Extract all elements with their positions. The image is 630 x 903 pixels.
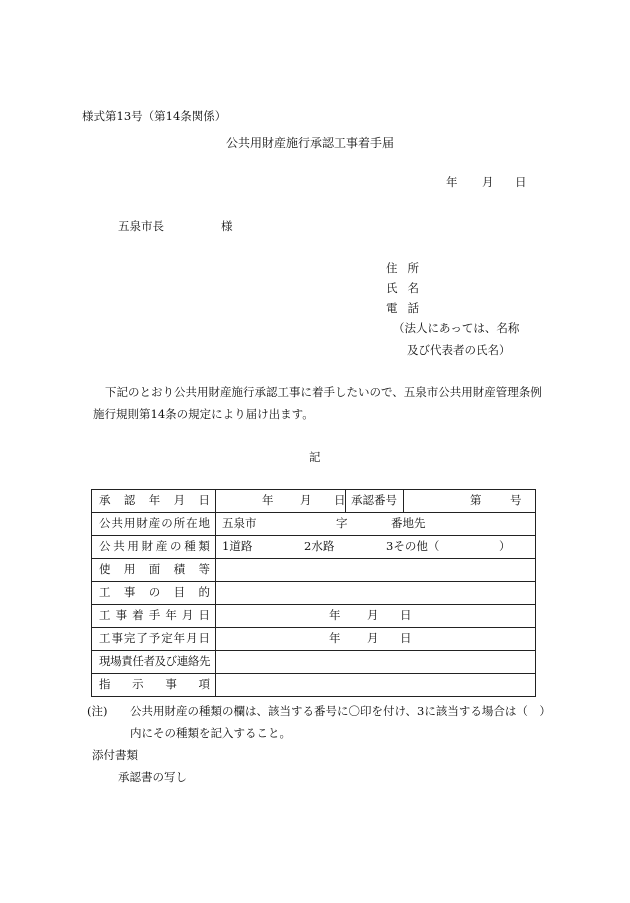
work-purpose-field[interactable] (216, 582, 536, 605)
usage-area-field[interactable] (216, 559, 536, 582)
table-row (92, 513, 536, 536)
date-year-label: 年 (446, 175, 458, 189)
note-line1: 公共用財産の種類の欄は、該当する番号に〇印を付け、3に該当する場合は（ ） (130, 704, 551, 718)
date-day-label: 日 (515, 175, 527, 189)
form-number: 様式第13号（第14条関係） (82, 109, 227, 123)
approval-date-field[interactable]: 年 月 日 (216, 490, 346, 513)
table-row (92, 559, 536, 582)
attachment-item: 承認書の写し (118, 770, 187, 784)
note-line2: 内にその種類を記入すること。 (130, 726, 291, 740)
start-date-field[interactable]: 年 月 日 (216, 605, 536, 628)
phone-label: 電 話 (386, 301, 419, 315)
date-month-label: 月 (482, 175, 494, 189)
address-label: 住 所 (386, 261, 419, 275)
approval-date-label: 承 認 年 月 日 (92, 490, 216, 513)
table-row (92, 605, 536, 628)
ki-heading: 記 (309, 450, 321, 464)
option-road[interactable]: 1道路 (222, 539, 253, 553)
note-prefix: (注) (87, 704, 108, 718)
instructions-field[interactable] (216, 674, 536, 697)
property-type-label: 公 共 用 財 産 の 種 類 (92, 536, 216, 559)
table-row (92, 651, 536, 674)
attachments-heading: 添付書類 (92, 748, 138, 762)
option-other[interactable]: 3その他（ (386, 539, 440, 553)
site-manager-field[interactable] (216, 651, 536, 674)
table-row (92, 628, 536, 651)
addressee-name: 五泉市長 (118, 219, 164, 233)
approval-number-label: 承認番号 (346, 490, 404, 513)
table-row (92, 490, 536, 513)
option-other-close: ） (499, 539, 511, 553)
completion-date-label: 工 事 完 了 予 定 年 月 日 (92, 628, 216, 651)
approval-number-field[interactable]: 第 号 (404, 490, 536, 513)
site-manager-label: 現 場 責 任 者 及 び 連 絡 先 (92, 651, 216, 674)
option-waterway[interactable]: 2水路 (304, 539, 335, 553)
work-purpose-label: 工 事 の 目 的 (92, 582, 216, 605)
location-label: 公 共 用 財 産 の 所 在 地 (92, 513, 216, 536)
instructions-label: 指 示 事 項 (92, 674, 216, 697)
property-type-field[interactable] (216, 536, 536, 559)
usage-area-label: 使 用 面 積 等 (92, 559, 216, 582)
completion-date-field[interactable]: 年 月 日 (216, 628, 536, 651)
addressee-suffix: 様 (221, 219, 233, 233)
corp-note-1: （法人にあっては、名称 (393, 321, 520, 335)
name-label: 氏 名 (386, 281, 419, 295)
start-date-label: 工 事 着 手 年 月 日 (92, 605, 216, 628)
corp-note-2: 及び代表者の氏名） (407, 343, 511, 357)
table-row (92, 536, 536, 559)
table-row (92, 582, 536, 605)
body-text-line2: 施行規則第14条の規定により届け出ます。 (93, 407, 314, 421)
body-text-line1: 下記のとおり公共用財産施行承認工事に着手したいので、五泉市公共用財産管理条例 (105, 385, 542, 399)
table-row (92, 674, 536, 697)
location-field[interactable]: 五泉市 字 番地先 (216, 513, 536, 536)
form-table (91, 489, 536, 697)
document-title: 公共用財産施行承認工事着手届 (226, 136, 395, 150)
